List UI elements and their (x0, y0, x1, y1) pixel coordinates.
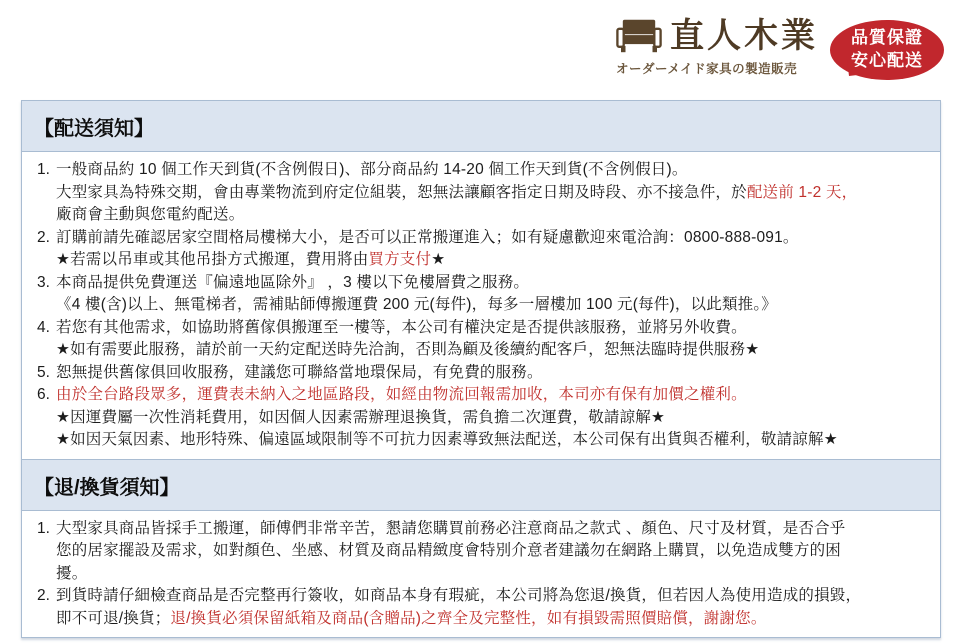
notice-text: 即不可退/換貨； (56, 609, 171, 627)
notice-line (56, 249, 932, 272)
notice-line (56, 272, 932, 295)
section-title: 【配送須知】 (22, 101, 940, 152)
item-text (56, 227, 932, 272)
notice-line (56, 518, 932, 541)
section-title: 【退/換貨須知】 (22, 459, 940, 511)
notice-line (56, 159, 932, 182)
item-text (56, 159, 932, 227)
notice-line (56, 407, 932, 430)
highlighted-text: 買方支付 (368, 251, 432, 268)
item-number: 1. (37, 519, 50, 537)
notice-line (56, 362, 932, 385)
notice-text: 恕無提供舊傢俱回收服務，建議您可聯絡當地環保局，有免費的服務。 (56, 363, 543, 381)
item-number: 2. (37, 228, 50, 246)
section-body (22, 511, 940, 638)
list-item (30, 362, 932, 385)
notice-line (56, 585, 932, 608)
quality-badge (830, 20, 944, 80)
item-text (56, 272, 932, 317)
notice-text: 本商品提供免費運送『偏遠地區除外』 ，3 樓以下免樓層費之服務。 (56, 273, 530, 291)
notice-line (56, 204, 932, 227)
notice-text: 《4 樓(含)以上、無電梯者，需補貼師傅搬運費 200 元(每件)，每多一層樓加 100 元(每件)，以此類推。》 (56, 296, 777, 313)
list-item (30, 272, 932, 317)
item-text (56, 362, 932, 385)
brand-header (616, 18, 944, 80)
item-text (56, 384, 932, 452)
notice-line (56, 182, 932, 205)
notice-line (56, 384, 932, 407)
notice-text: 您的居家擺設及需求，如對顏色、坐感、材質及商品精緻度會特別介意者建議勿在網路上購買，以免造成雙方的困 (56, 542, 842, 559)
item-number: 3. (37, 273, 50, 291)
brand-subtitle: オーダーメイド家具の製造販売 (616, 62, 798, 76)
highlighted-text: 由於全台路段眾多，運費表未納入之地區路段，如經由物流回報需加收，本司亦有保有加價之權利。 (56, 386, 747, 403)
list-item (30, 384, 932, 452)
section-body (22, 152, 940, 459)
list-item (30, 159, 932, 227)
notice-line (56, 540, 932, 563)
notice-text: 大型家具商品皆採手工搬運，師傅們非常辛苦，懇請您購買前務必注意商品之款式 、顏色、尺寸及材質，是否合乎 (56, 519, 846, 537)
notice-text: 擾。 (56, 564, 88, 582)
notice-text: ★若需以吊車或其他吊掛方式搬運，費用將由 (56, 251, 369, 268)
item-text (56, 585, 932, 630)
highlighted-text: 配送前 1-2 天， (746, 183, 858, 201)
brand-name: 直人木業 (670, 18, 818, 55)
list-item (30, 227, 932, 272)
notice-line (56, 563, 932, 586)
notice-text: 到貨時請仔細檢查商品是否完整再行簽收，如商品本身有瑕疵，本公司將為您退/換貨，但若因人為使用造成的損毀， (56, 587, 862, 604)
sofa-icon (616, 18, 662, 54)
notice-text: ★如有需要此服務，請於前一天約定配送時先洽詢，否則為顧及後續約配客戶，恕無法臨時提供服務★ (56, 341, 760, 358)
list-item (30, 317, 932, 362)
list-item (30, 518, 932, 586)
notice-text: 一般商品約 10 個工作天到貨(不含例假日)、部分商品約 14-20 個工作天到貨(不含例假日)。 (56, 161, 688, 178)
item-number: 1. (37, 161, 50, 178)
notice-text: 大型家具為特殊交期，會由專業物流到府定位組裝，恕無法讓顧客指定日期及時段、亦不接急件，於 (56, 183, 747, 201)
item-text (56, 317, 932, 362)
notice-text: 訂購前請先確認居家空間格局樓梯大小，是否可以正常搬運進入；如有疑慮歡迎來電洽詢：0800-888-091。 (56, 228, 799, 246)
notice-text: 廠商會主動與您電約配送。 (56, 206, 245, 223)
notice-line (56, 429, 932, 452)
notice-line (56, 227, 932, 250)
notice-line (56, 317, 932, 340)
item-number: 6. (37, 386, 50, 403)
notice-text: ★ (431, 251, 446, 268)
badge-line-2: 安心配送 (851, 51, 923, 70)
notice-line (56, 339, 932, 362)
brand-lockup (616, 18, 818, 77)
highlighted-text: 退/換貨必須保留紙箱及商品(含贈品)之齊全及完整性，如有損毀需照價賠償，謝謝您。 (170, 609, 767, 627)
notice-box (21, 100, 941, 638)
notice-text: 若您有其他需求，如協助將舊傢俱搬運至一樓等，本公司有權決定是否提供該服務，並將另外收費。 (56, 318, 747, 336)
notice-line (56, 294, 932, 317)
item-number: 5. (37, 363, 50, 381)
item-number: 4. (37, 318, 50, 336)
notice-line (56, 608, 932, 631)
notice-text: ★因運費屬一次性消耗費用，如因個人因素需辦理退換貨，需負擔二次運費，敬請諒解★ (56, 408, 666, 426)
item-number: 2. (37, 587, 50, 604)
notice-text: ★如因天氣因素、地形特殊、偏遠區域限制等不可抗力因素導致無法配送，本公司保有出貨與否權利，敬請諒解★ (56, 431, 838, 448)
list-item (30, 585, 932, 630)
item-text (56, 518, 932, 586)
badge-line-1: 品質保證 (851, 28, 923, 48)
